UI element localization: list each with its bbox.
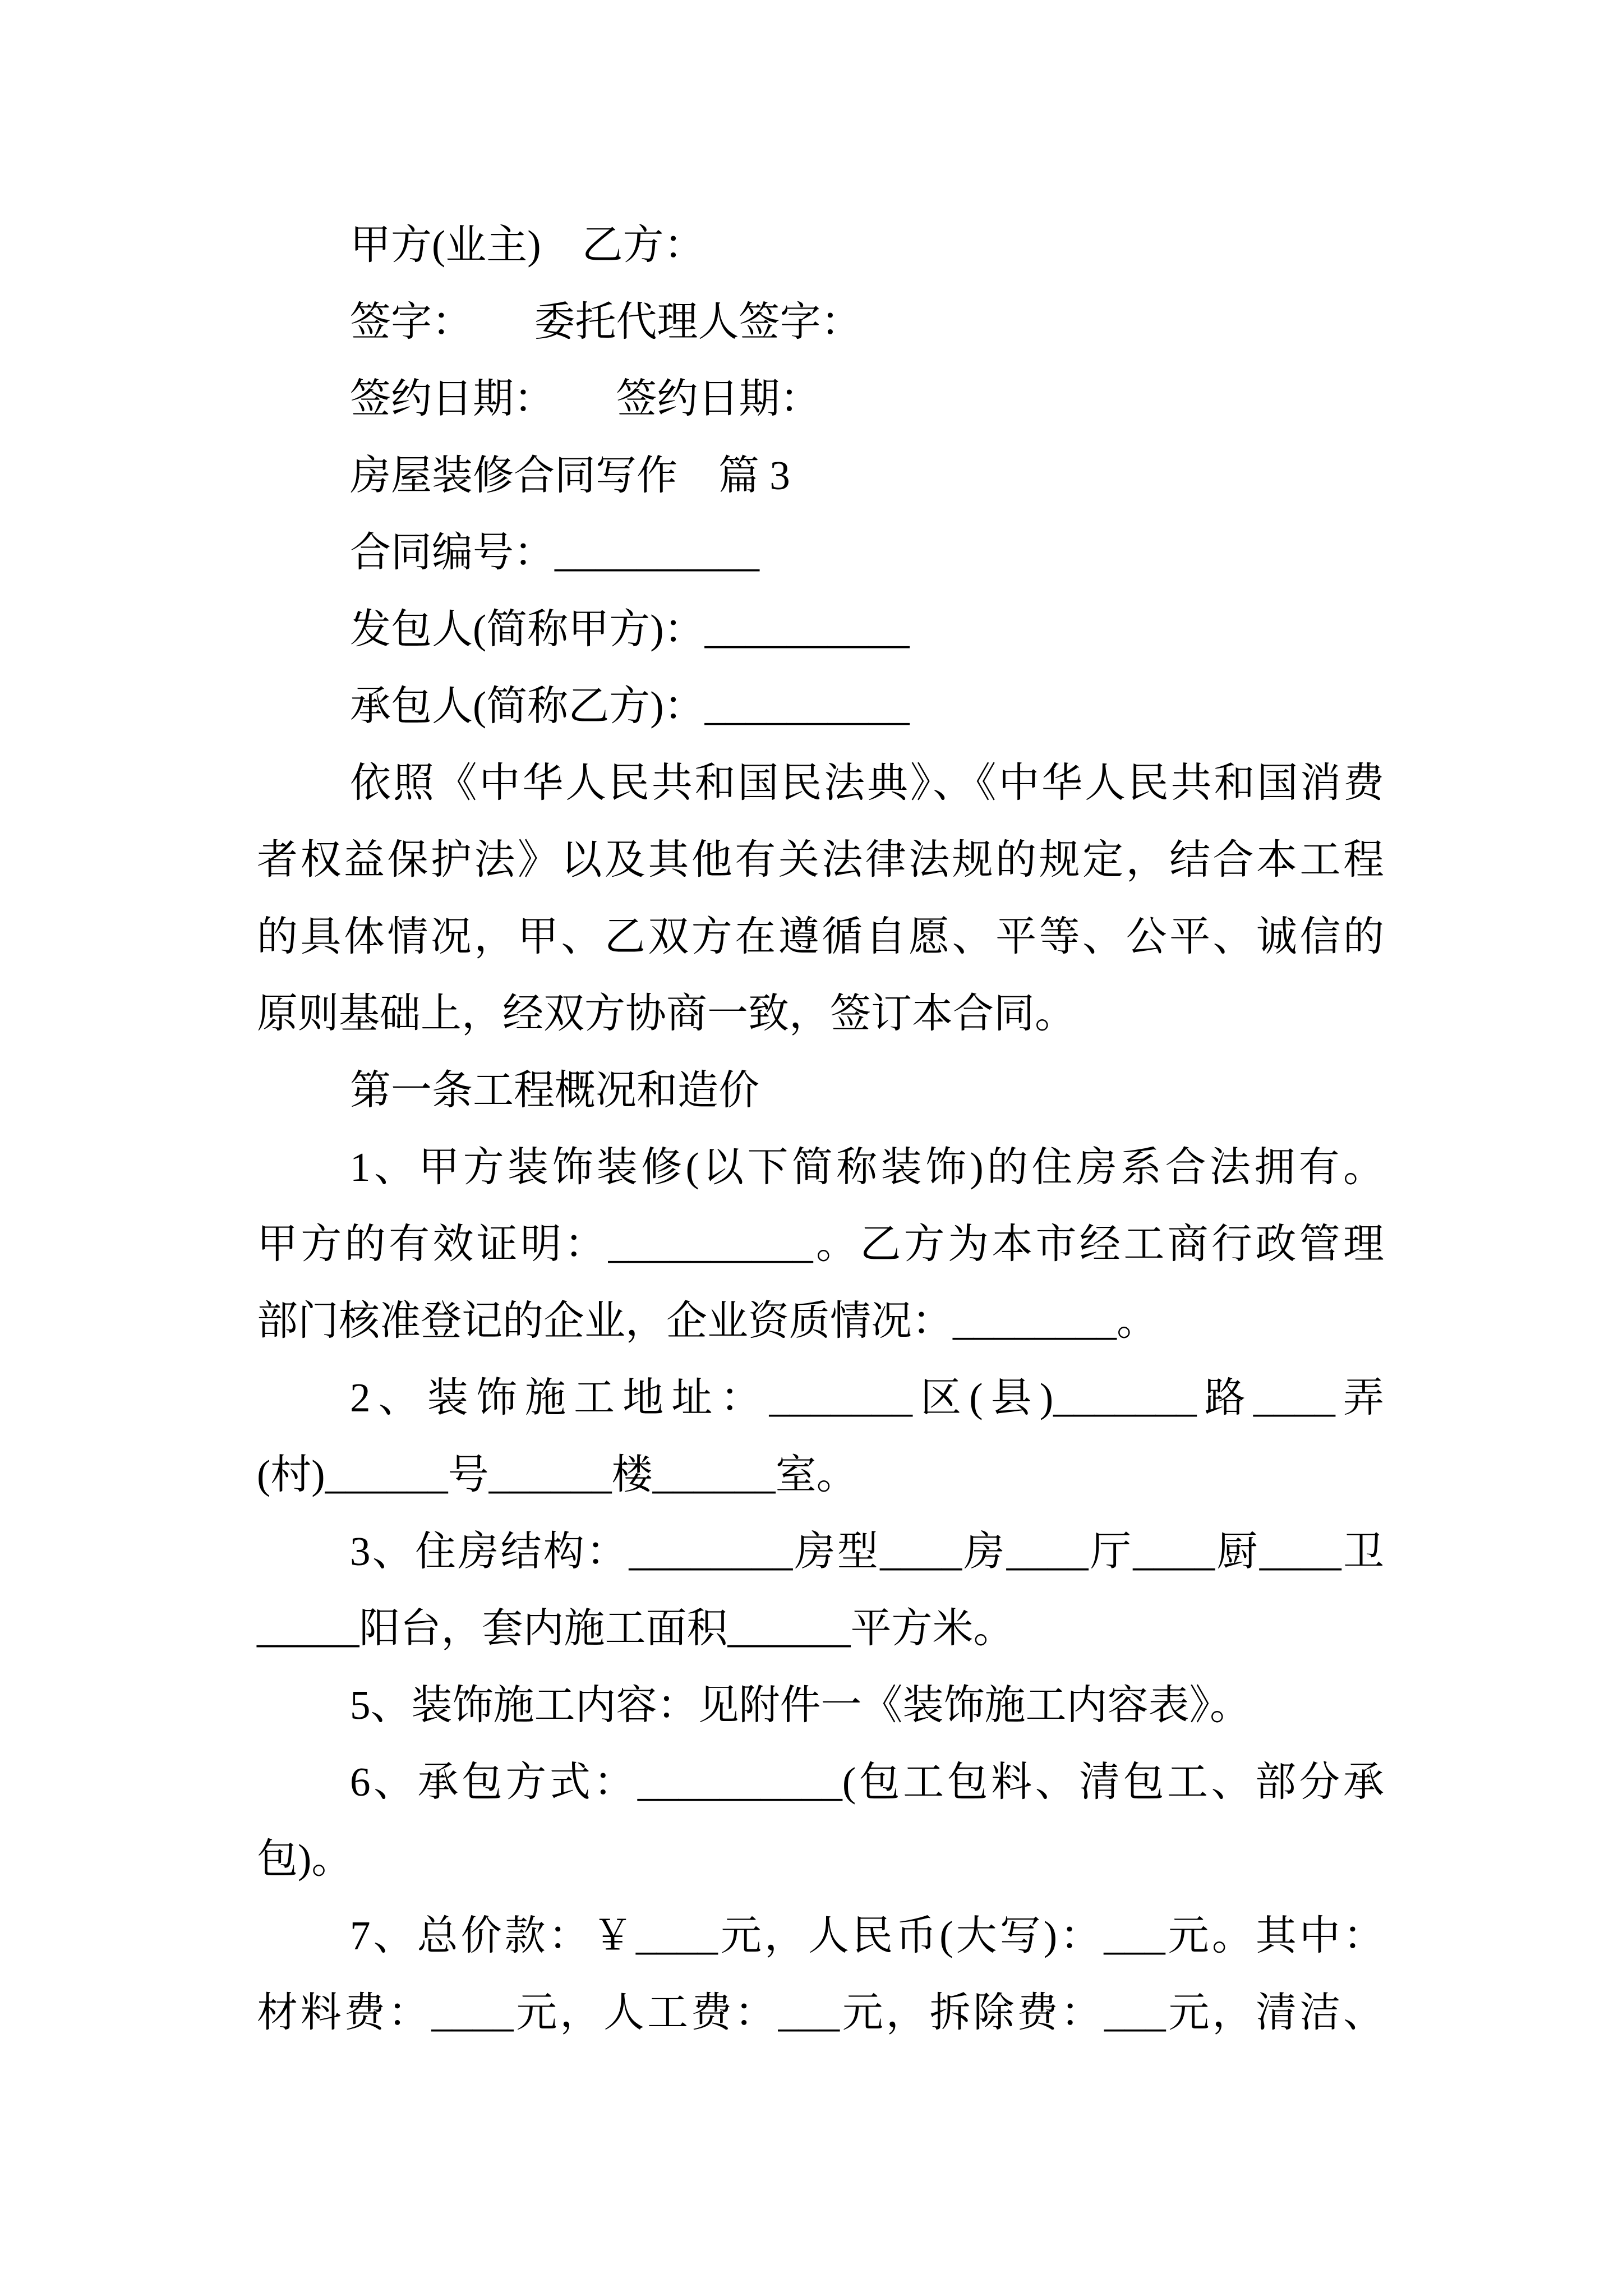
document-line: 部门核准登记的企业，企业资质情况：________。 bbox=[257, 1298, 1158, 1343]
document-line: 签约日期： 签约日期： bbox=[350, 376, 821, 421]
document-line section-heading: 房屋装修合同写作 篇 3 bbox=[350, 453, 790, 498]
document-line: _____阳台，套内施工面积______平方米。 bbox=[257, 1605, 1015, 1651]
document-line: 第一条工程概况和造价 bbox=[350, 1068, 759, 1113]
document-line: 承包人(简称乙方)：__________ bbox=[350, 683, 910, 729]
contract-body bbox=[257, 206, 1384, 2051]
document-line: (村)______号______楼______室。 bbox=[257, 1452, 857, 1497]
document-line: 合同编号：__________ bbox=[350, 530, 759, 575]
document-line: 发包人(简称甲方)：__________ bbox=[350, 606, 910, 652]
document-line: 3、住房结构：________房型____房____厅____厨____卫 bbox=[350, 1529, 1384, 1574]
document-line: 依照《中华人民共和国民法典》、《中华人民共和国消费 bbox=[350, 760, 1384, 806]
document-line: 者权益保护法》以及其他有关法律法规的规定，结合本工程 bbox=[257, 837, 1384, 882]
document-line: 5、装饰施工内容：见附件一《装饰施工内容表》。 bbox=[350, 1682, 1251, 1728]
document-line: 签字： 委托代理人签字： bbox=[350, 299, 862, 344]
document-line: 材料费：____元，人工费：___元，拆除费：___元，清洁、 bbox=[257, 1990, 1384, 2035]
document-line: 甲方的有效证明：__________。乙方为本市经工商行政管理 bbox=[257, 1221, 1384, 1267]
document-line: 1、甲方装饰装修(以下简称装饰)的住房系合法拥有。 bbox=[350, 1144, 1384, 1190]
document-line: 2、装饰施工地址：_______区(县)_______路____弄 bbox=[350, 1375, 1384, 1420]
document-line: 的具体情况，甲、乙双方在遵循自愿、平等、公平、诚信的 bbox=[257, 914, 1384, 959]
document-line: 包)。 bbox=[257, 1836, 353, 1881]
document-line: 7、总价款：￥____元，人民币(大写)：___元。其中： bbox=[350, 1913, 1384, 1958]
document-line: 甲方(业主) 乙方： bbox=[350, 222, 705, 268]
document-line: 6、承包方式：__________(包工包料、清包工、部分承 bbox=[350, 1759, 1384, 1805]
document-line: 原则基础上，经双方协商一致，签订本合同。 bbox=[257, 991, 1076, 1036]
